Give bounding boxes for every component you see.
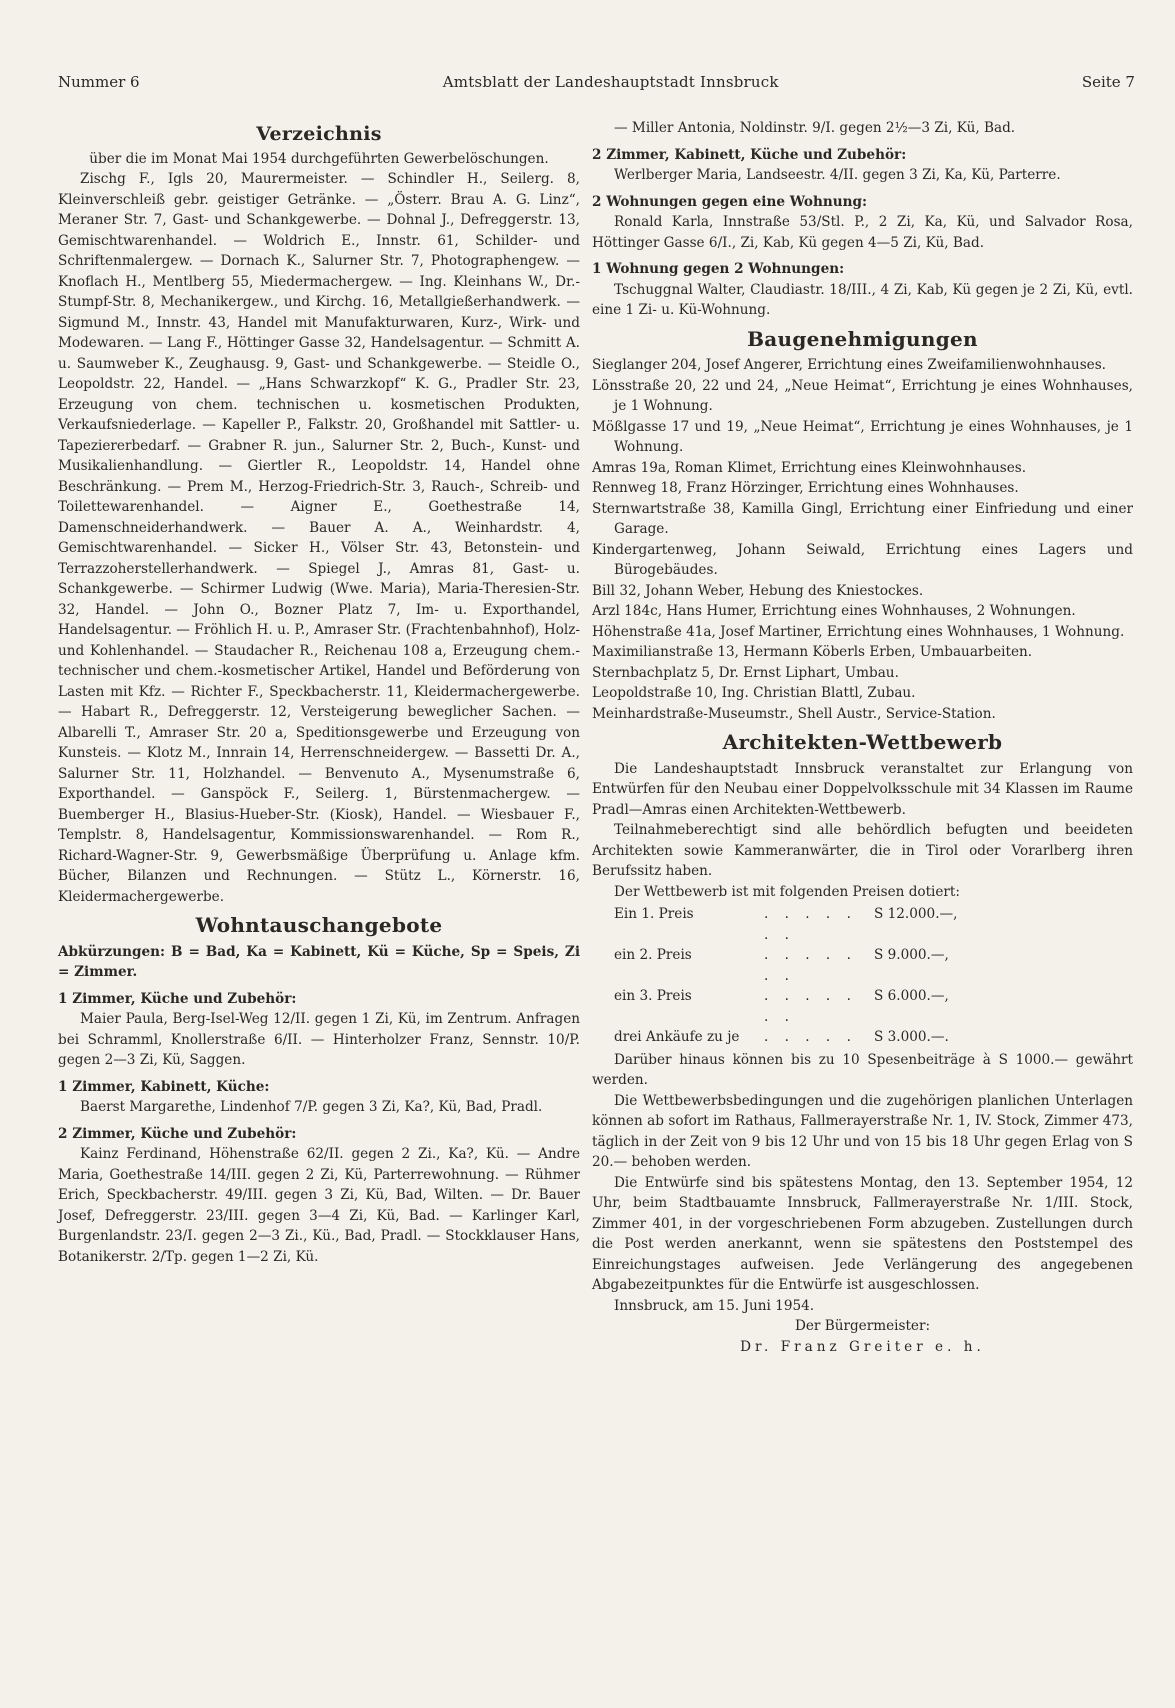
permit-item: Höhenstraße 41a, Josef Martiner, Errichtung eines Wohnhauses, 1 Wohnung. — [592, 623, 1125, 640]
prize-label: ein 2. Preis — [614, 947, 692, 963]
permit-item: Sieglanger 204, Josef Angerer, Errichtung eines Zweifamilienwohnhauses. — [592, 357, 1107, 373]
wohntausch-continued: — Miller Antonia, Noldinstr. 9/I. gegen 2½—3 Zi, Kü, Bad. — [614, 120, 1016, 136]
baugenehmigungen-title: Baugenehmigungen — [747, 326, 978, 351]
section-text: Maier Paula, Berg-Isel-Weg 12/II. gegen 1 Zi, Kü, im Zentrum. Anfragen bei Schramml, Knollerstraße 6/II. — Hinterholzer Franz, Sennstr. 10/P. gegen 2—3 Zi, Kü, Saggen. — [58, 1011, 580, 1068]
wohntausch-title: Wohntauschangebote — [195, 913, 443, 937]
date-line: Innsbruck, am 15. Juni 1954. — [614, 1297, 815, 1314]
verzeichnis-subtitle: über die im Monat Mai 1954 durchgeführten Gewerbelöschungen. — [89, 150, 549, 167]
permit-item: Arzl 184c, Hans Humer, Errichtung eines Wohnhauses, 2 Wohnungen. — [592, 603, 1076, 619]
wettbewerb-paragraph: Die Landeshauptstadt Innsbruck veranstaltet zur Erlangung von Entwürfen für den Neubau einer Doppelvolksschule mit 34 Klassen im Raume Pradl—Amras einen Architekten-Wettbewerb. — [592, 760, 1133, 818]
permit-item: Mößlgasse 17 und 19, „Neue Heimat“, Errichtung je eines Wohnhauses, je 1 Wohnung. — [592, 418, 1133, 455]
prize-row — [592, 945, 1133, 986]
section-heading: 1 Wohnung gegen 2 Wohnungen: — [592, 261, 845, 277]
verzeichnis-body: Zischg F., Igls 20, Maurermeister. — Schindler H., Seilerg. 8, Kleinverschleiß gebr. geistiger Getränke. — „Österr. Brau A. G. Linz“, Meraner Str. 7, Gast- und Schankgewerbe. — Dohnal J., Defreggerstr. 13, Gemischtwarenhandel. — Woldrich E., Innstr. 61, Schilder- und Schriftenmalergew. — Dornach K., Salurner Str. 7, Photographengew. — Knoflach H., Mentlberg 55, Miedermachergew. — Ing. Kleinhans W., Dr.-Stumpf-Str. 8, Mechanikergew., und Kirchg. 16, Metallgießerhandwerk. — Sigmund M., Innstr. 43, Handel mit Manufakturwaren, Kurz-, Wirk- und Modewaren. — Lang F., Höttinger Gasse 32, Handelsagentur. — Schmitt A. u. Saumweber K., Zeughausg. 9, Gast- und Schankgewerbe. — Steidle O., Leopoldstr. 22, Handel. — „Hans Schwarzkopf“ K. G., Pradler Str. 23, Erzeugung von chem. technischen u. kosmetischen Produkten, Verkaufsniederlage. — Kapeller P., Falkstr. 20, Großhandel mit Sattler- u. Tapeziererbedarf. — Grabner R. jun., Salurner Str. 2, Buch-, Kunst- und Musikalienhandlung. — Giertler R., Leopoldstr. 14, Handel ohne Beschränkung. — Prem M., Herzog-Friedrich-Str. 3, Rauch-, Schreib- und Toilettewarenhandel. — Aigner E., Goethestraße 14, Damenschneiderhandwerk. — Bauer A. A., Weinhardstr. 4, Gemischtwarenhandel. — Sicker H., Völser Str. 43, Betonstein- und Terrazzoherstellerhandwerk. — Spiegel J., Amras 81, Gast- u. Schankgewerbe. — Schirmer Ludwig (Wwe. Maria), Maria-Theresien-Str. 32, Handel. — John O., Bozner Platz 7, Im- u. Exporthandel, Handelsagentur. — Fröhlich H. u. P., Amraser Str. (Frachtenbahnhof), Holz- und Kohlenhandel. — Staudacher R., Reichenau 108 a, Erzeugung chem.-technischer und chem.-kosmetischer Artikel, Handel und Beförderung von Lasten mit Kfz. — Richter F., Speckbacherstr. 11, Kleidermachergewerbe. — Habart R., Defreggerstr. 12, Versteigerung beweglicher Sachen. — Albarelli T., Amraser Str. 20 a, Speditionsgewerbe und Erzeugung von Kunsteis. — Klotz M., Innrain 14, Herrenschneidergew. — Bassetti Dr. A., Salurner Str. 11, Holzhandel. — Benvenuto A., Mysenumstraße 6, Exporthandel. — Ganspöck F., Seilerg. 1, Bürstenmachergew. — Buemberger H., Blasius-Hueber-Str. (Kiosk), Handel. — Wiesbauer F., Templstr. 8, Handelsagentur, Kommissionswarenhandel. — Rom R., Richard-Wagner-Str. 9, Gewerbsmäßige Überprüfung u. Anlage kfm. Bücher, Bilanzen und Rechnungen. — Stütz L., Körnerstr. 16, Kleidermachergewerbe. — [58, 171, 580, 905]
prize-row — [592, 986, 1133, 1027]
page-number: Seite 7 — [1081, 73, 1135, 91]
wettbewerb-paragraph: Die Entwürfe sind bis spätestens Montag, den 13. September 1954, 12 Uhr, beim Stadtbauamte Innsbruck, Fallmerayerstraße Nr. 1/III. Stock, Zimmer 401, in der vorgeschriebenen Form abzugeben. Zustellungen durch die Post werden anerkannt, wenn sie spätestens den Poststempel des Einreichungstages aufweisen. Jede Verlängerung des angegebenen Abgabezeitpunktes für die Entwürfe ist ausgeschlossen. — [592, 1174, 1133, 1293]
wohntausch-section — [592, 192, 1133, 254]
wohntausch-section — [58, 1124, 580, 1268]
prize-value: S 9.000.—, — [874, 947, 949, 963]
permit-item: Sternbachplatz 5, Dr. Ernst Liphart, Umbau. — [592, 664, 899, 681]
section-heading: 1 Zimmer, Kabinett, Küche: — [58, 1078, 270, 1095]
prize-dots: . . . . . . . — [764, 947, 857, 984]
wettbewerb-paragraph: Darüber hinaus können bis zu 10 Spesenbeiträge à S 1000.— gewährt werden. — [592, 1051, 1133, 1088]
section-text: Werlberger Maria, Landseestr. 4/II. gegen 3 Zi, Ka, Kü, Parterre. — [614, 167, 1061, 183]
permit-item: Leopoldstraße 10, Ing. Christian Blattl, Zubau. — [592, 685, 916, 701]
left-column — [58, 118, 580, 1267]
signer-title: Der Bürgermeister: — [794, 1318, 931, 1334]
section-text: Tschuggnal Walter, Claudiastr. 18/III., 4 Zi, Kab, Kü gegen je 2 Zi, Kü, evtl. eine 1 Zi- u. Kü-Wohnung. — [592, 281, 1133, 318]
section-heading: 2 Zimmer, Kabinett, Küche und Zubehör: — [592, 146, 907, 163]
permit-item: Bill 32, Johann Weber, Hebung des Kniestockes. — [592, 582, 924, 599]
publication-title: Amtsblatt der Landeshauptstadt Innsbruck — [442, 73, 779, 91]
wohntausch-section — [592, 145, 1133, 186]
prize-label: drei Ankäufe zu je — [614, 1029, 740, 1045]
prize-label: ein 3. Preis — [614, 988, 692, 1004]
prize-value: S 6.000.—, — [874, 988, 949, 1004]
wettbewerb-paragraph: Teilnahmeberechtigt sind alle behördlich befugten und beeideten Architekten sowie Kammeranwärter, die in Tirol oder Vorarlberg ihren Berufssitz haben. — [592, 822, 1133, 879]
baugenehmigungen-list — [592, 355, 1133, 724]
issue-number: Nummer 6 — [58, 73, 140, 91]
section-text: Baerst Margarethe, Lindenhof 7/P. gegen 3 Zi, Ka?, Kü, Bad, Pradl. — [80, 1099, 543, 1115]
prize-list — [592, 904, 1133, 1048]
page-header — [58, 70, 1135, 94]
section-heading: 2 Zimmer, Küche und Zubehör: — [58, 1125, 297, 1142]
permit-item: Sternwartstraße 38, Kamilla Gingl, Errichtung einer Einfriedung und einer Garage. — [592, 500, 1133, 537]
permit-item: Meinhardstraße-Museumstr., Shell Austr., Service-Station. — [592, 705, 996, 722]
abbreviations: Abkürzungen: B = Bad, Ka = Kabinett, Kü = Küche, Sp = Speis, Zi = Zimmer. — [58, 943, 580, 980]
prize-dots: . . . . . — [764, 1029, 857, 1045]
prize-label: Ein 1. Preis — [614, 906, 694, 922]
wohntausch-section — [592, 259, 1133, 321]
section-heading: 1 Zimmer, Küche und Zubehör: — [58, 990, 297, 1007]
prize-value: S 3.000.—. — [874, 1029, 949, 1045]
right-column — [592, 118, 1133, 1357]
prize-row — [592, 1027, 1133, 1048]
permit-item: Kindergartenweg, Johann Seiwald, Errichtung eines Lagers und Bürogebäudes. — [592, 541, 1133, 578]
permit-item: Lönsstraße 20, 22 und 24, „Neue Heimat“, Errichtung je eines Wohnhauses, je 1 Wohnung. — [592, 377, 1133, 414]
permit-item: Rennweg 18, Franz Hörzinger, Errichtung eines Wohnhauses. — [592, 480, 1019, 496]
permit-item: Amras 19a, Roman Klimet, Errichtung eines Kleinwohnhauses. — [592, 459, 1027, 476]
wettbewerb-paragraph: Die Wettbewerbsbedingungen und die zugehörigen planlichen Unterlagen können ab sofort im Rathaus, Fallmerayerstraße Nr. 1, IV. Stock, Zimmer 473, täglich in der Zeit von 9 bis 12 Uhr und von 15 bis 18 Uhr gegen Erlag von S 20.— behoben werden. — [592, 1092, 1133, 1170]
prize-dots: . . . . . . . — [764, 906, 857, 943]
permit-item: Maximilianstraße 13, Hermann Köberls Erben, Umbauarbeiten. — [592, 644, 1033, 660]
wohntausch-section — [58, 989, 580, 1071]
verzeichnis-title: Verzeichnis — [256, 123, 382, 145]
prize-value: S 12.000.—, — [874, 906, 958, 922]
signer-name: Dr. Franz Greiter e. h. — [740, 1338, 985, 1355]
wettbewerb-paragraph: Der Wettbewerb ist mit folgenden Preisen dotiert: — [614, 883, 960, 900]
wettbewerb-title: Architekten-Wettbewerb — [722, 730, 1003, 754]
prize-dots: . . . . . . . — [764, 988, 857, 1025]
prize-row — [592, 904, 1133, 945]
section-text: Ronald Karla, Innstraße 53/Stl. P., 2 Zi, Ka, Kü, und Salvador Rosa, Höttinger Gasse 6/I., Zi, Kab, Kü gegen 4—5 Zi, Kü, Bad. — [592, 214, 1133, 251]
section-heading: 2 Wohnungen gegen eine Wohnung: — [592, 193, 868, 210]
section-text: Kainz Ferdinand, Höhenstraße 62/II. gegen 2 Zi., Ka?, Kü. — Andre Maria, Goethestraße 14/III. gegen 2 Zi, Kü, Parterrewohnung. — Rühmer Erich, Speckbacherstr. 49/III. gegen 3 Zi, Kü, Bad, Wilten. — Dr. Bauer Josef, Defreggerstr. 23/III. gegen 3—4 Zi, Kü, Bad. — Karlinger Karl, Burgenlandstr. 23/I. gegen 2—3 Zi., Kü., Bad, Pradl. — Stockklauser Hans, Botanikerstr. 2/Tp. gegen 1—2 Zi, Kü. — [58, 1146, 580, 1265]
wohntausch-section — [58, 1077, 580, 1118]
